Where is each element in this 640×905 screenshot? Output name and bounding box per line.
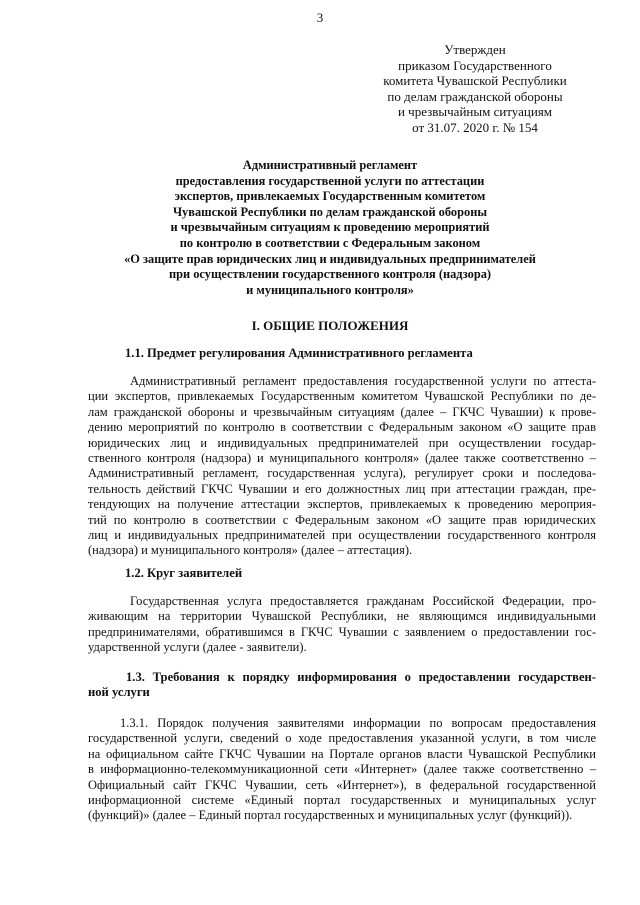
subsection-heading: [88, 670, 596, 701]
paragraph-line: государственной услуги, сведений о ходе предоставления указанной услуги, в том числе: [88, 731, 596, 746]
paragraph-line: ции экспертов, привлекаемых Государственным комитетом Чувашской Республики по де-: [88, 389, 596, 404]
paragraph-line: Государственная услуга предоставляется гражданам Российской Федерации, про-: [130, 594, 596, 608]
approval-line: Утвержден: [444, 42, 506, 57]
paragraph: [88, 716, 596, 824]
paragraph-line: предпринимателями, обратившимся в ГКЧС Чувашии с заявлением о предоставлении гос-: [88, 624, 596, 639]
approval-line: приказом Государственного: [398, 57, 552, 73]
subsection-heading-line: ной услуги: [88, 685, 150, 700]
approval-stamp: [360, 42, 590, 135]
paragraph-line: в информационно-телекоммуникационной сети «Интернет» (далее также соответственно –: [88, 762, 596, 777]
paragraph-line: ударственной услуги (далее - заявители).: [88, 640, 307, 655]
title-line: «О защите прав юридических лиц и индивидуальных предпринимателей: [124, 251, 536, 266]
approval-line: от 31.07. 2020 г. № 154: [412, 119, 538, 135]
approval-line: комитета Чувашской Республики: [383, 73, 567, 88]
title-line: и чрезвычайным ситуациям к проведению мероприятий: [170, 220, 490, 235]
paragraph-line: лиц и индивидуальных предпринимателей при осуществлении государственного контроля: [88, 528, 596, 543]
title-line: и муниципального контроля»: [246, 282, 414, 297]
title-line: при осуществлении государственного контроля (надзора): [168, 267, 492, 282]
paragraph-line: дению мероприятий по контролю в соответствии с Федеральным законом «О защите прав: [88, 420, 596, 435]
paragraph: [88, 594, 596, 656]
paragraph: [88, 374, 596, 559]
paragraph-line: Административный регламент, государственная услуга), регулирует сроки и последова-: [88, 466, 596, 481]
approval-line: и чрезвычайным ситуациям: [397, 104, 553, 119]
paragraph-line: 1.3.1. Порядок получения заявителями информации по вопросам предоставления: [120, 716, 596, 730]
paragraph-line: на официальном сайте ГКЧС Чувашии на Портале органов власти Чувашской Республики: [88, 746, 596, 761]
paragraph-line: тендующих на получение аттестации экспертов, привлекаемых к проведению мероприя-: [88, 497, 596, 512]
paragraph-line: Официальный сайт ГКЧС Чувашии, сеть «Интернет»), в федеральной государственной: [88, 777, 596, 792]
paragraph-line: тий по контролю в соответствии с Федеральным законом «О защите прав юридических: [88, 512, 596, 527]
title-line: Административный регламент: [242, 158, 418, 172]
paragraph-line: Административный регламент предоставления государственной услуги по аттеста-: [130, 374, 596, 388]
subsection-heading: 1.2. Круг заявителей: [125, 566, 243, 580]
approval-line: по делам гражданской обороны: [387, 88, 563, 104]
page-number: 3: [316, 10, 324, 25]
paragraph-line: юридических лиц и индивидуальных предпринимателей при осуществлении государ-: [88, 435, 596, 450]
title-line: предоставления государственной услуги по аттестации: [175, 173, 485, 188]
paragraph-line: информационной системе «Единый портал государственных и муниципальных услуг: [88, 793, 596, 808]
paragraph-line: (надзора) и муниципального контроля» (далее – аттестация).: [88, 543, 413, 558]
paragraph-line: (функций)» (далее – Единый портал государственных и муниципальных услуг (функций)).: [88, 808, 573, 823]
paragraph-line: тельность действий ГКЧС Чувашии и его должностных лиц при аттестации граждан, пре-: [88, 481, 596, 496]
title-line: экспертов, привлекаемых Государственным комитетом: [174, 189, 486, 204]
title-line: Чувашской Республики по делам гражданской обороны: [172, 204, 488, 219]
paragraph-line: живающим на территории Чувашской Республики, не являющимся индивидуальными: [88, 609, 596, 624]
title-line: по контролю в соответствии с Федеральным законом: [179, 235, 481, 250]
subsection-heading-line: 1.3. Требования к порядку информирования о предоставлении государствен-: [126, 670, 596, 684]
paragraph-line: лам гражданской обороны и чрезвычайным ситуациям (далее – ГКЧС Чувашии) к прове-: [88, 404, 596, 419]
subsection-heading: 1.1. Предмет регулирования Административного регламента: [125, 346, 473, 360]
section-heading: I. ОБЩИЕ ПОЛОЖЕНИЯ: [251, 318, 409, 333]
paragraph-line: ственного контроля (надзора) и муниципального контроля» (далее также соответственно –: [88, 451, 596, 466]
document-title: [100, 158, 560, 298]
